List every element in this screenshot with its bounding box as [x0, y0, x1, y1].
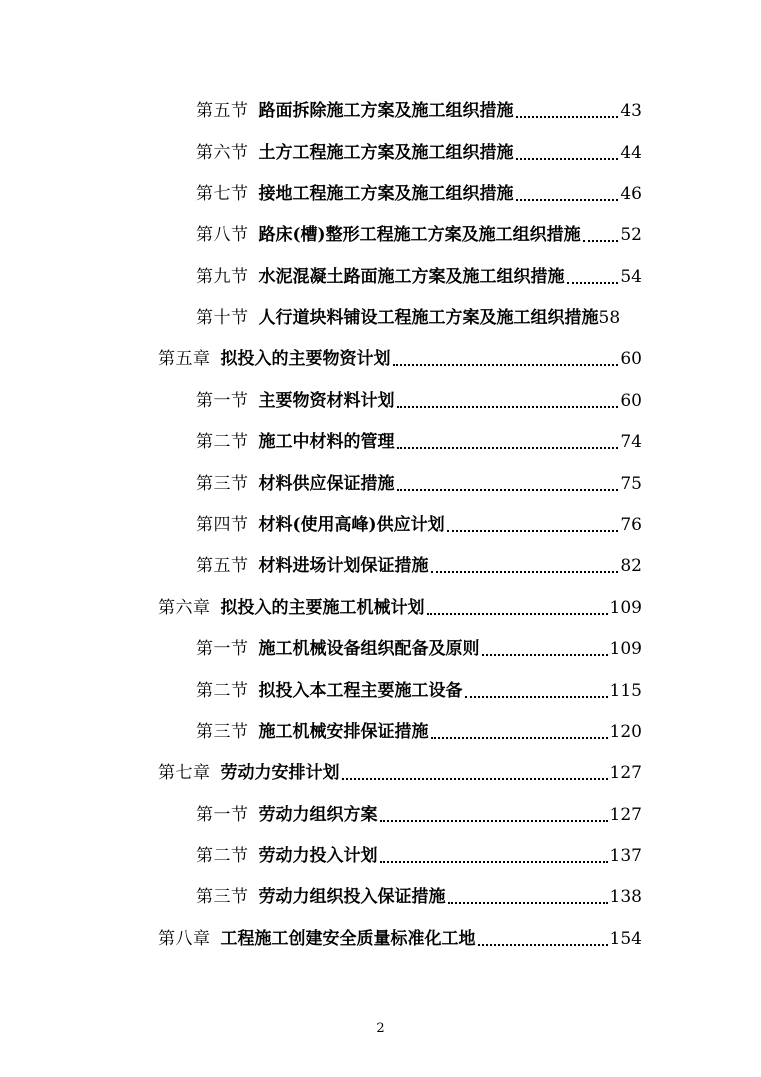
toc-entry[interactable] — [196, 96, 642, 122]
toc-entry[interactable] — [196, 262, 642, 288]
dot-leader — [516, 111, 619, 118]
toc-entry[interactable] — [196, 676, 642, 702]
toc-entry-number: 第五节 — [196, 101, 249, 121]
toc-entry-title: 劳动力安排计划 — [220, 763, 340, 783]
toc-entry[interactable] — [196, 386, 642, 412]
toc-entry-title: 拟投入的主要物资计划 — [220, 349, 391, 369]
toc-entry-number: 第七章 — [158, 763, 211, 783]
toc-entry-title: 材料进场计划保证措施 — [258, 556, 429, 576]
toc-entry-number: 第六节 — [196, 143, 249, 163]
toc-entry-title: 施工机械设备组织配备及原则 — [258, 639, 480, 659]
toc-entry-number: 第三节 — [196, 474, 249, 494]
toc-entry[interactable] — [196, 841, 642, 867]
dot-leader — [431, 732, 608, 739]
dot-leader — [448, 897, 608, 904]
toc-entry-page: 109 — [609, 639, 642, 659]
dot-leader — [380, 815, 608, 822]
toc-entry-title: 路面拆除施工方案及施工组织措施 — [258, 101, 514, 121]
dot-leader — [397, 442, 619, 449]
toc-entry-chapter[interactable] — [158, 344, 642, 370]
dot-leader — [516, 194, 619, 201]
toc-entry-page: 60 — [620, 349, 642, 369]
toc-entry-page: 82 — [620, 556, 642, 576]
dot-leader — [427, 608, 608, 615]
toc-entry-page: 137 — [609, 846, 642, 866]
toc-entry-title: 拟投入的主要施工机械计划 — [220, 598, 425, 618]
toc-entry-title: 施工中材料的管理 — [258, 432, 395, 452]
toc-entry-page: 75 — [620, 474, 642, 494]
toc-entry-title: 水泥混凝土路面施工方案及施工组织措施 — [258, 267, 565, 287]
toc-entry-page: 120 — [609, 722, 642, 742]
dot-leader — [342, 773, 608, 780]
toc-entry-number: 第三节 — [196, 722, 249, 742]
toc-entry-number: 第八章 — [158, 929, 211, 949]
toc-entry[interactable] — [196, 882, 642, 908]
toc-entry-number: 第六章 — [158, 598, 211, 618]
toc-entry[interactable] — [196, 138, 642, 164]
toc-entry-title: 施工机械安排保证措施 — [258, 722, 429, 742]
toc-entry-number: 第四节 — [196, 515, 249, 535]
toc-entry-page: 52 — [620, 225, 642, 245]
toc-entry-page: 127 — [609, 805, 642, 825]
toc-entry-page: 76 — [620, 515, 642, 535]
toc-entry-page: 154 — [609, 929, 642, 949]
toc-entry-page: 127 — [609, 763, 642, 783]
dot-leader — [380, 856, 608, 863]
toc-entry-number: 第二节 — [196, 846, 249, 866]
toc-entry-page: 54 — [620, 267, 642, 287]
toc-entry-chapter[interactable] — [158, 924, 642, 950]
toc-entry-title: 劳动力组织方案 — [258, 805, 378, 825]
toc-entry-chapter[interactable] — [158, 593, 642, 619]
dot-leader — [465, 691, 608, 698]
toc-entry-title: 路床(槽)整形工程施工方案及施工组织措施 — [258, 225, 581, 245]
dot-leader — [397, 401, 619, 408]
toc-entry-number: 第一节 — [196, 805, 249, 825]
toc-entry-number: 第一节 — [196, 639, 249, 659]
toc-entry-page: 60 — [620, 391, 642, 411]
toc-entry-title: 接地工程施工方案及施工组织措施 — [258, 184, 514, 204]
toc-entry[interactable] — [196, 800, 642, 826]
toc-entry-number: 第七节 — [196, 184, 249, 204]
dot-leader — [478, 939, 608, 946]
toc-entry[interactable] — [196, 717, 642, 743]
toc-entry[interactable] — [196, 303, 642, 329]
toc-entry-number: 第二节 — [196, 681, 249, 701]
toc-entry[interactable] — [196, 220, 642, 246]
toc-entry-number: 第十节 — [196, 308, 249, 328]
toc-entry-title: 材料(使用高峰)供应计划 — [258, 515, 445, 535]
toc-entry-page: 43 — [620, 101, 642, 121]
toc-entry-title: 土方工程施工方案及施工组织措施 — [258, 143, 514, 163]
toc-entry-page: 46 — [620, 184, 642, 204]
dot-leader — [393, 359, 619, 366]
toc-entry-title: 人行道块料铺设工程施工方案及施工组织措施 — [258, 308, 599, 328]
toc-entry-title: 劳动力投入计划 — [258, 846, 378, 866]
toc-entry-number: 第八节 — [196, 225, 249, 245]
dot-leader — [567, 277, 619, 284]
toc-entry-title: 工程施工创建安全质量标准化工地 — [220, 929, 476, 949]
toc-entry-number: 第二节 — [196, 432, 249, 452]
dot-leader — [516, 153, 619, 160]
toc-entry[interactable] — [196, 469, 642, 495]
toc-entry[interactable] — [196, 634, 642, 660]
toc-entry[interactable] — [196, 510, 642, 536]
toc-entry-page: 115 — [609, 681, 642, 701]
toc-entry-page: 74 — [620, 432, 642, 452]
toc-entry-number: 第一节 — [196, 391, 249, 411]
toc-entry[interactable] — [196, 427, 642, 453]
toc-entry[interactable] — [196, 179, 642, 205]
toc-entry-number: 第三节 — [196, 887, 249, 907]
page-number: 2 — [376, 1021, 385, 1036]
toc-entry-page: 44 — [620, 143, 642, 163]
toc-entry-page: 58 — [598, 308, 621, 328]
toc-entry-page: 138 — [609, 887, 642, 907]
dot-leader — [447, 525, 619, 532]
dot-leader — [583, 235, 619, 242]
toc-entry[interactable] — [196, 551, 642, 577]
toc-entry-number: 第九节 — [196, 267, 249, 287]
toc-entry-title: 拟投入本工程主要施工设备 — [258, 681, 463, 701]
dot-leader — [397, 484, 619, 491]
dot-leader — [431, 566, 619, 573]
toc-entry-title: 主要物资材料计划 — [258, 391, 395, 411]
toc-entry-number: 第五节 — [196, 556, 249, 576]
dot-leader — [482, 649, 608, 656]
toc-entry-chapter[interactable] — [158, 758, 642, 784]
toc-entry-title: 材料供应保证措施 — [258, 474, 395, 494]
toc-entry-title: 劳动力组织投入保证措施 — [258, 887, 446, 907]
toc-entry-number: 第五章 — [158, 349, 211, 369]
toc-entry-page: 109 — [609, 598, 642, 618]
